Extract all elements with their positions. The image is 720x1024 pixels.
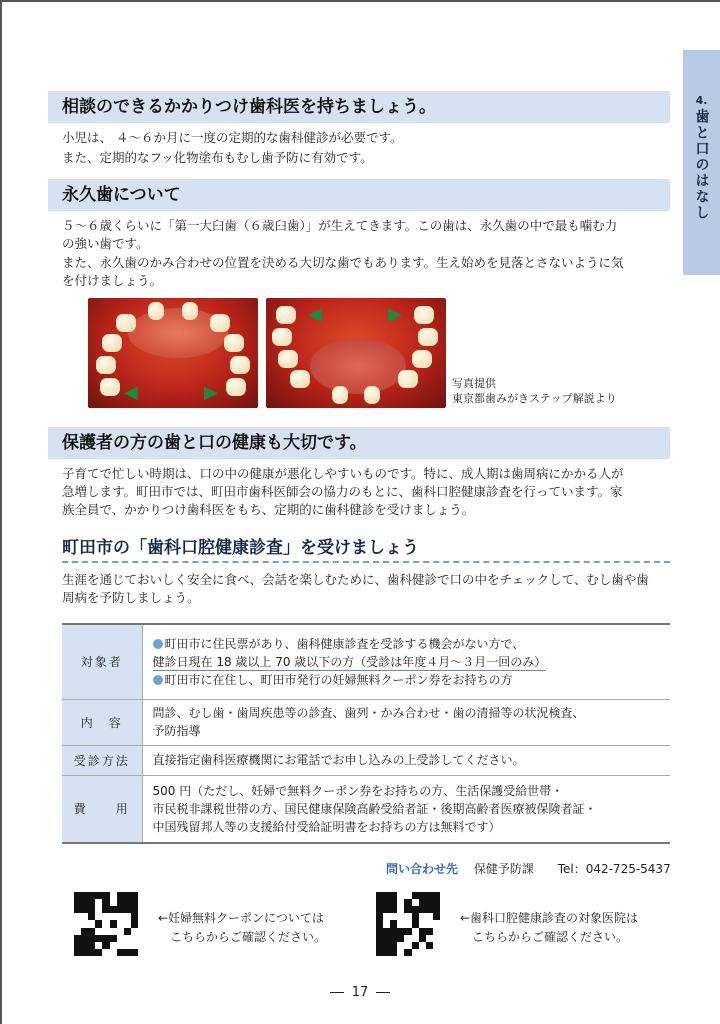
arrow-left-icon: ◀ [308, 304, 322, 325]
lower-teeth-photo [266, 298, 446, 408]
section3-text-2: 急増します。町田市では、町田市歯科医師会の協力のもとに、歯科口腔健康診査を行っています。家 [62, 484, 623, 499]
table-value-eligibility: 町田市に住民票があり、歯科健康診査を受診する機会がない方で、 健診日現在 18 歳以上 70 歳以下の方（受診は年度４月～３月一回のみ） 町田市に在住し、町田市発行の妊婦無料クーポン券をお持ちの方 [142, 624, 670, 699]
bullet-icon [153, 639, 163, 649]
chapter-title: 歯と口のはなし [693, 109, 710, 221]
arrow-left-icon: ◀ [124, 382, 138, 403]
page-frame-top [0, 0, 720, 2]
chapter-tab [683, 50, 720, 275]
section4-text-1: 生涯を通じておいしく安全に食べ、会話を楽しむために、歯科健診で口の中をチェックして、むし歯や歯 [62, 572, 649, 587]
qr-note-coupon: ←妊婦無料クーポンについては こちらからご確認ください。 [158, 911, 327, 944]
qr-code-clinics[interactable] [376, 892, 440, 956]
section4-text-2: 周病を予防しましょう。 [62, 590, 200, 605]
section3-text-1: 子育てで忙しい時期は、口の中の健康が悪化しやすいものです。特に、成人期は歯周病にかかる人が [62, 466, 624, 481]
page-frame-left [0, 0, 2, 1024]
contact-info [386, 860, 671, 877]
table-value-content: 問診、むし歯・歯周疾患等の診査、歯列・かみ合わせ・歯の清掃等の状況検査、 予防指導 [142, 699, 670, 745]
table-value-cost: 500 円（ただし、妊婦で無料クーポン券をお持ちの方、生活保護受給世帯・ 市民税非課税世帯の方、国民健康保険高齢受給者証・後期高齢者医療被保険者証・ 中国残留邦人等の支援給付受給証明書をお持ちの方は無料です） [142, 775, 670, 843]
page-number: 17 [0, 985, 720, 1000]
table-label-content: 内 容 [62, 699, 142, 745]
photo-credit: 写真提供 東京都歯みがきステップ解説より [452, 377, 617, 405]
checkup-info-table [62, 623, 670, 844]
arrow-right-icon: ▶ [388, 304, 402, 325]
section3-text-3: 族全員で、かかりつけ歯科医をもち、定期的に歯科健診を受けましょう。 [62, 502, 475, 517]
chapter-number: 4. [695, 94, 708, 107]
table-row [62, 624, 670, 699]
section-heading-dentist: 相談のできるかかりつけ歯科医を持ちましょう。 [48, 91, 670, 123]
table-row [62, 745, 670, 775]
section2-text-4: を付けましょう。 [62, 273, 163, 288]
table-label-eligibility: 対象者 [62, 624, 142, 699]
table-row [62, 775, 670, 843]
section-heading-parents-health: 保護者の方の歯と口の健康も大切です。 [48, 427, 670, 459]
section2-text-3: また、永久歯のかみ合わせの位置を決める大切な歯でもあります。生え始めを見落とさないように気 [62, 255, 624, 270]
section1-text-1: 小児は、 ４～６か月に一度の定期的な歯科健診が必要です。 [62, 130, 403, 145]
section-heading-checkup: 町田市の「歯科口腔健康診査」を受けましょう [62, 533, 670, 563]
table-label-method: 受診方法 [62, 745, 142, 775]
section2-text-1: ５～６歳くらいに「第一大臼歯（６歳臼歯）」が生えてきます。この歯は、永久歯の中で最も噛む力 [62, 218, 618, 233]
section1-text-2: また、定期的なフッ化物塗布もむし歯予防に有効です。 [62, 150, 373, 165]
table-value-method: 直接指定歯科医療機関にお電話でお申し込みの上受診してください。 [142, 745, 670, 775]
section-heading-permanent-teeth: 永久歯について [48, 179, 670, 211]
bullet-icon [153, 675, 163, 685]
contact-label: 問い合わせ先 [386, 862, 459, 876]
table-row [62, 699, 670, 745]
contact-tel[interactable]: Tel：042-725-5437 [557, 862, 671, 876]
qr-note-clinics: ←歯科口腔健康診査の対象医院は こちらからご確認ください。 [460, 911, 639, 944]
qr-code-coupon[interactable] [74, 892, 138, 956]
table-label-cost: 費 用 [62, 775, 142, 843]
arrow-right-icon: ▶ [204, 382, 218, 403]
upper-teeth-photo [88, 298, 258, 408]
section2-text-2: の強い歯です。 [62, 236, 149, 251]
contact-department: 保健予防課 [473, 862, 534, 876]
